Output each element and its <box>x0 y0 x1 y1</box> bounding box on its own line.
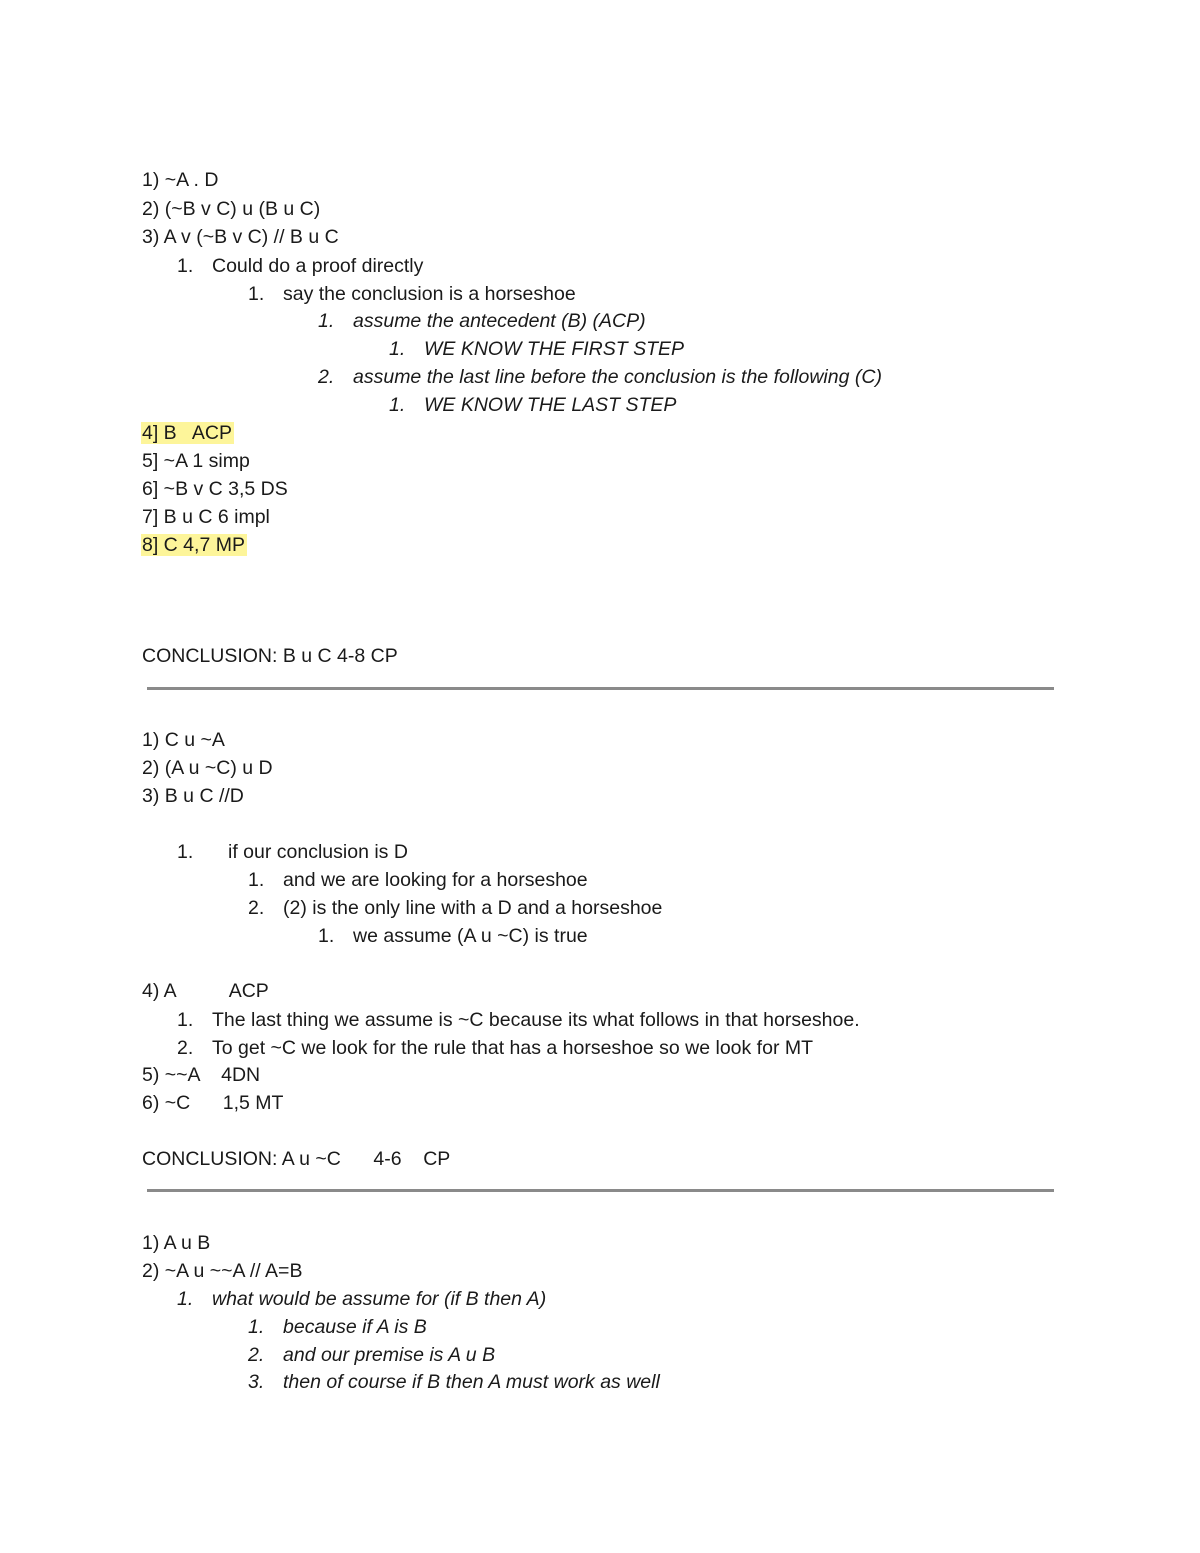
proof-step: 7] B u C 6 impl <box>142 506 270 528</box>
note-item: what would be assume for (if B then A) <box>212 1288 547 1310</box>
note-item: if our conclusion is D <box>228 841 408 863</box>
proof-step-highlighted <box>142 421 234 445</box>
note-item: WE KNOW THE FIRST STEP <box>424 338 685 360</box>
premise-line: 2) (A u ~C) u D <box>142 757 273 779</box>
premise-line: 1) A u B <box>142 1232 211 1254</box>
list-number: 1. <box>389 394 406 416</box>
divider <box>147 1189 1054 1192</box>
note-item: and we are looking for a horseshoe <box>283 869 588 891</box>
note-item: assume the antecedent (B) (ACP) <box>353 310 646 332</box>
premise-line: 2) ~A u ~~A // A=B <box>142 1260 303 1282</box>
note-item: Could do a proof directly <box>212 255 424 277</box>
list-number: 1. <box>177 255 194 277</box>
list-number: 1. <box>248 283 265 305</box>
proof-step: 4) A ACP <box>142 980 269 1002</box>
premise-line: 3) B u C //D <box>142 785 244 807</box>
list-number: 2. <box>177 1037 194 1059</box>
conclusion: CONCLUSION: B u C 4-8 CP <box>142 645 398 667</box>
note-item: we assume (A u ~C) is true <box>353 925 588 947</box>
proof-step-highlighted <box>142 533 247 557</box>
proof-step: 5] ~A 1 simp <box>142 450 250 472</box>
list-number: 1. <box>177 1288 194 1310</box>
list-number: 2. <box>318 366 335 388</box>
premise-line: 3) A v (~B v C) // B u C <box>142 226 339 248</box>
note-item: assume the last line before the conclusion is the following (C) <box>353 366 882 388</box>
note-item: To get ~C we look for the rule that has a horseshoe so we look for MT <box>212 1037 814 1059</box>
list-number: 1. <box>318 310 335 332</box>
conclusion: CONCLUSION: A u ~C 4-6 CP <box>142 1148 451 1170</box>
list-number: 1. <box>177 1009 194 1031</box>
list-number: 1. <box>389 338 406 360</box>
list-number: 2. <box>248 897 265 919</box>
list-number: 1. <box>318 925 335 947</box>
proof-step: 6) ~C 1,5 MT <box>142 1092 284 1114</box>
note-item: (2) is the only line with a D and a horseshoe <box>283 897 663 919</box>
divider <box>147 687 1054 690</box>
note-item: and our premise is A u B <box>283 1344 496 1366</box>
note-item: The last thing we assume is ~C because its what follows in that horseshoe. <box>212 1009 860 1031</box>
note-item: WE KNOW THE LAST STEP <box>424 394 677 416</box>
note-item: say the conclusion is a horseshoe <box>283 283 576 305</box>
list-number: 1. <box>248 1316 265 1338</box>
list-number: 1. <box>177 841 194 863</box>
note-item: then of course if B then A must work as well <box>283 1371 660 1393</box>
list-number: 2. <box>248 1344 265 1366</box>
note-item: because if A is B <box>283 1316 427 1338</box>
list-number: 1. <box>248 869 265 891</box>
premise-line: 2) (~B v C) u (B u C) <box>142 198 321 220</box>
highlight: 8] C 4,7 MP <box>142 534 245 556</box>
premise-line: 1) C u ~A <box>142 729 225 751</box>
premise-line: 1) ~A . D <box>142 169 219 191</box>
proof-step: 5) ~~A 4DN <box>142 1064 261 1086</box>
list-number: 3. <box>248 1371 265 1393</box>
highlight: 4] B ACP <box>142 422 232 444</box>
proof-step: 6] ~B v C 3,5 DS <box>142 478 288 500</box>
